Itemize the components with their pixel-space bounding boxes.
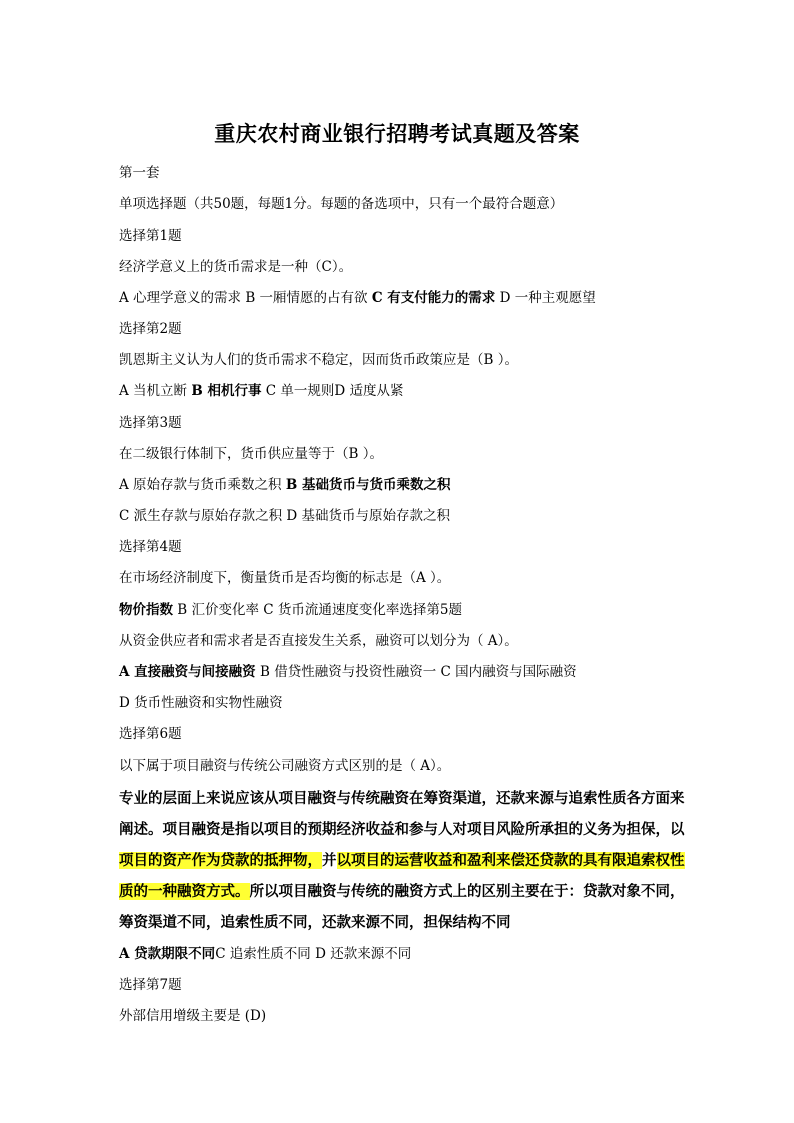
option-a-answer: 物价指数 (119, 602, 173, 618)
question-2-options (119, 381, 679, 401)
explanation-text: 并 (322, 852, 337, 869)
question-6-options (119, 944, 679, 964)
question-3-options-2 (119, 506, 679, 526)
option-a: A 原始存款与货币乘数之积 (119, 477, 286, 493)
set-label: 第一套 (119, 165, 160, 181)
question-3-text: 在二级银行体制下，货币供应量等于（B ）。 (119, 446, 383, 462)
question-1-heading: 选择第1题 (119, 228, 182, 244)
option-a-answer: A 贷款期限不同 (119, 946, 216, 962)
option-d: D 基础货币与原始存款之积 (286, 508, 451, 524)
explanation-line (119, 845, 685, 876)
option-rest: C 追索性质不同 D 还款来源不同 (215, 946, 412, 962)
option-a: A 心理学意义的需求 (119, 290, 246, 306)
explanation-line: 筹资渠道不同，追索性质不同，还款来源不同，担保结构不同 (119, 914, 511, 931)
option-c: C 单一规则 (261, 383, 335, 399)
question-4-options (119, 600, 679, 620)
question-2-heading: 选择第2题 (119, 321, 182, 337)
explanation-line (119, 876, 685, 907)
option-d: D 适度从紧 (334, 383, 404, 399)
highlighted-text: 质的一种融资方式。 (119, 883, 250, 900)
question-6-explanation (119, 783, 685, 938)
option-a: A 当机立断 (119, 383, 192, 399)
explanation-text: 所以项目融资与传统的融资方式上的区别主要在于：贷款对象不同， (249, 883, 685, 900)
option-rest: B 汇价变化率 C 货币流通速度变化率选择第5题 (173, 602, 463, 618)
highlighted-text: 项目的资产作为贷款的抵押物， (119, 852, 322, 869)
section-intro: 单项选择题（共50题，每题1分。每题的备选项中，只有一个最符合题意） (119, 196, 564, 212)
question-5-options-2: D 货币性融资和实物性融资 (119, 695, 283, 711)
question-1-text: 经济学意义上的货币需求是一种（C）。 (119, 259, 353, 275)
question-6-heading: 选择第6题 (119, 726, 182, 742)
option-b-answer: B 相机行事 (191, 383, 262, 399)
question-6-text: 以下属于项目融资与传统公司融资方式区别的是（ A）。 (119, 758, 451, 774)
question-1-options (119, 288, 679, 308)
option-c: C 派生存款与原始存款之积 (119, 508, 287, 524)
question-3-options-1 (119, 475, 679, 495)
question-5-text: 从资金供应者和需求者是否直接发生关系，融资可以划分为（ A）。 (119, 633, 518, 649)
option-b: B 一厢情愿的占有欲 (245, 290, 372, 306)
question-4-heading: 选择第4题 (119, 539, 182, 555)
question-7-text: 外部信用增级主要是 (D) (119, 1008, 267, 1024)
explanation-line: 阐述。项目融资是指以项目的预期经济收益和参与人对项目风险所承担的义务为担保，以 (119, 821, 685, 838)
question-2-text: 凯恩斯主义认为人们的货币需求不稳定，因而货币政策应是（B ）。 (119, 352, 518, 368)
option-rest: B 借贷性融资与投资性融资一 C 国内融资与国际融资 (255, 664, 577, 680)
question-5-options-1 (119, 662, 679, 682)
highlighted-text: 以项目的运营收益和盈利来偿还贷款的具有限追索权性 (336, 852, 685, 869)
option-d: D 一种主观愿望 (495, 290, 596, 306)
question-4-text: 在市场经济制度下，衡量货币是否均衡的标志是（A ）。 (119, 570, 451, 586)
document-title: 重庆农村商业银行招聘考试真题及答案 (214, 121, 580, 146)
question-3-heading: 选择第3题 (119, 415, 182, 431)
question-7-heading: 选择第7题 (119, 977, 182, 993)
explanation-line: 专业的层面上来说应该从项目融资与传统融资在筹资渠道，还款来源与追索性质各方面来 (119, 790, 685, 807)
option-a-answer: A 直接融资与间接融资 (119, 664, 256, 680)
option-b-answer: B 基础货币与货币乘数之积 (285, 477, 451, 493)
option-c-answer: C 有支付能力的需求 (371, 290, 496, 306)
